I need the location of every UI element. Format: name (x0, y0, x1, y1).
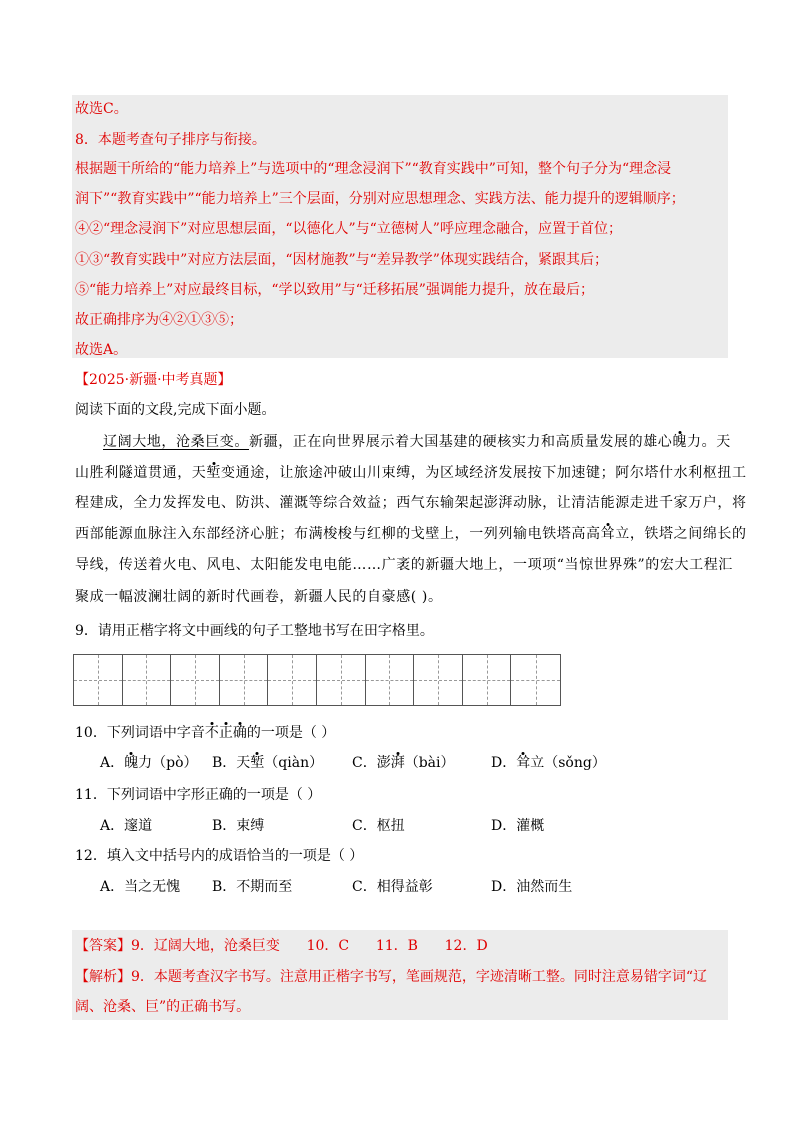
passage-line-3: 程建成，全力发挥发电、防洪、灌溉等综合效益；西气东输架起澎湃动脉，让清洁能源走进千家万户，将 (75, 495, 747, 511)
dotted-char: 确 (232, 725, 247, 741)
q10-option-a[interactable]: A．魄力（pò） (100, 755, 198, 771)
q11-option-a[interactable]: A．邃道 (100, 818, 153, 834)
grid-cell[interactable] (366, 655, 415, 705)
analysis-line-2: 阔、沧桑、巨”的正确书写。 (75, 999, 251, 1015)
grid-cell[interactable] (511, 655, 560, 705)
underlined-sentence: 辽阔大地，沧桑巨变。 (103, 434, 249, 450)
passage-line-4: 西部能源血脉注入东部经济心脏；布满梭梭与红柳的戈壁上，一列列输电铁塔高高耸立，铁塔之间绵长的 (75, 526, 747, 542)
prev-answer-line-1: 故选C。 (75, 101, 128, 117)
prev-answer-line-2: 8．本题考查句子排序与衔接。 (75, 132, 266, 148)
dotted-char: 不 (204, 725, 219, 741)
q10-option-d[interactable]: D．耸立（sǒng） (491, 755, 606, 771)
dotted-char: 正 (218, 725, 233, 741)
prev-answer-line-8: 故正确排序为④②①③⑤； (75, 312, 243, 328)
grid-cell[interactable] (317, 655, 366, 705)
reading-instruction: 阅读下面的文段,完成下面小题。 (75, 402, 276, 418)
dotted-char: 堑 (206, 465, 222, 481)
answer-line: 【答案】9．辽阔大地，沧桑巨变 10．C 11．B 12．D (75, 938, 488, 954)
grid-cell[interactable] (74, 655, 123, 705)
question-12-stem: 12．填入文中括号内的成语恰当的一项是（ ） (75, 848, 364, 864)
writing-grid[interactable] (73, 654, 561, 706)
prev-answer-line-4: 润下”“教育实践中”“能力培养上”三个层面，分别对应思想理念、实践方法、能力提升的逻辑顺序； (75, 191, 685, 207)
question-11-stem: 11．下列词语中字形正确的一项是（ ） (75, 787, 322, 803)
passage-line-1: 辽阔大地，沧桑巨变。新疆，正在向世界展示着大国基建的硬核实力和高质量发展的雄心魄力。天 (103, 434, 731, 450)
dotted-char: 耸 (600, 526, 616, 542)
grid-cell[interactable] (268, 655, 317, 705)
prev-answer-line-5: ④②“理念浸润下”对应思想层面，“以德化人”与“立德树人”呼应理念融合，应置于首位； (75, 221, 622, 237)
question-9: 9．请用正楷字将文中画线的句子工整地书写在田字格里。 (75, 623, 434, 639)
question-10-stem: 10．下列词语中字音不正确的一项是（ ） (75, 725, 336, 741)
passage-line-2: 山胜利隧道贯通，天堑变通途，让旅途冲破山川束缚，为区域经济发展按下加速键；阿尔塔什水利枢扭工 (75, 465, 747, 481)
analysis-line-1: 【解析】9．本题考查汉字书写。注意用正楷字书写，笔画规范，字迹清晰工整。同时注意易错字词“辽 (75, 969, 708, 985)
q11-option-d[interactable]: D．灌概 (491, 818, 545, 834)
q11-option-b[interactable]: B．束缚 (212, 818, 265, 834)
prev-answer-line-7: ⑤“能力培养上”对应最终目标，“学以致用”与“迁移拓展”强调能力提升，放在最后； (75, 282, 594, 298)
grid-cell[interactable] (123, 655, 172, 705)
prev-answer-line-3: 根据题干所给的“能力培养上”与选项中的“理念浸润下”“教育实践中”可知，整个句子分为“理念浸 (75, 161, 672, 177)
q12-option-b[interactable]: B．不期而至 (212, 879, 293, 895)
source-tag: 【2025·新疆·中考真题】 (75, 372, 232, 388)
passage-line-5: 导线，传送着火电、风电、太阳能发电电能……广袤的新疆大地上，一项项“当惊世界殊”的宏大工程汇 (75, 557, 733, 573)
grid-cell[interactable] (220, 655, 269, 705)
q11-option-c[interactable]: C．枢扭 (352, 818, 405, 834)
grid-cell[interactable] (463, 655, 512, 705)
grid-cell[interactable] (171, 655, 220, 705)
q10-option-b[interactable]: B．天堑（qiàn） (212, 755, 324, 771)
q12-option-c[interactable]: C．相得益彰 (352, 879, 433, 895)
q10-option-c[interactable]: C．澎湃（bài） (352, 755, 455, 771)
prev-answer-line-6: ①③“教育实践中”对应方法层面，“因材施教”与“差异教学”体现实践结合，紧跟其后； (75, 252, 608, 268)
grid-cell[interactable] (414, 655, 463, 705)
dotted-char: 魄 (672, 434, 688, 450)
passage-line-6: 聚成一幅波澜壮阔的新时代画卷，新疆人民的自豪感( )。 (75, 589, 443, 605)
q12-option-a[interactable]: A．当之无愧 (100, 879, 181, 895)
prev-answer-line-9: 故选A。 (75, 342, 128, 358)
emphasis-dots (205, 725, 247, 741)
q12-option-d[interactable]: D．油然而生 (491, 879, 573, 895)
